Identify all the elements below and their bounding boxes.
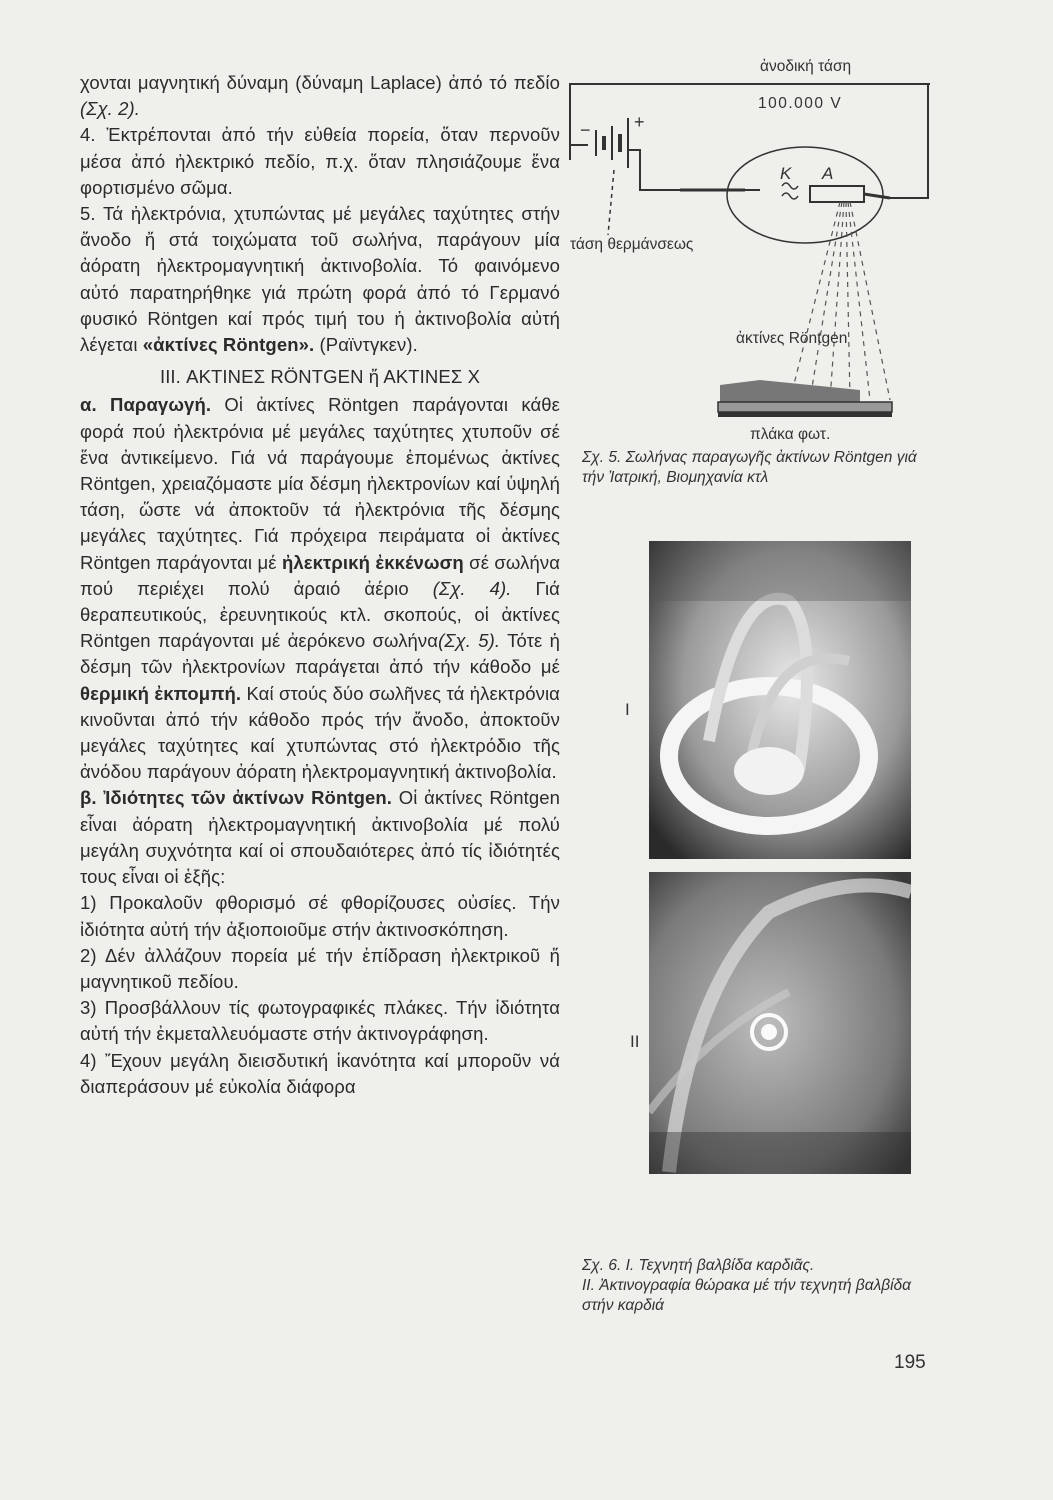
photographic-plate bbox=[718, 402, 892, 412]
paragraph-radiation: 5. Τά ἠλεκτρόνια, χτυπώντας μέ μεγάλες ταχύτητες στήν ἄνοδο ἤ στά τοιχώματα τοῦ σωλήνα, παράγουν μία ἀόρατη ἠλεκτρομαγνητική ἀκτινοβολία. Τό φαινόμενο αὐτό παρατηρήθηκε γιά πρώτη φορά ἀπό τό Γερμανό φυσικό Röntgen καί πρός τιμή του ἡ ἀκτινοβολία αὐτή λέγεται «ἀκτίνες Röntgen». (Ραϊντγκεν). bbox=[80, 203, 560, 356]
paragraph-production: α. Παραγωγή. Οἱ ἀκτίνες Röntgen παράγονται κάθε φορά πού ἠλεκτρόνια μέ μεγάλες ταχύτητες χτυποῦν σέ ἕνα ἀντικείμενο. Γιά νά παράγουμε ἑπομένως ἀκτίνες Röntgen, χρειαζόμαστε μία δέσμη ἠλεκτρονίων καί ὑψηλή τάση, ὥστε νά ἀποκτοῦν τά ἠλεκτρόνια τῆς δέσμης μεγάλες ταχύτητες. Γιά πρόχειρα πειράματα οἱ ἀκτίνες Röntgen παράγονται μέ ἠλεκτρική ἐκκένωση σέ σωλήνα πού περιέχει πολύ ἀραιό ἀέριο (Σχ. 4). Γιά θεραπευτικούς, ἐρευνητικούς κτλ. σκοπούς, οἱ ἀκτίνες Röntgen παράγονται μέ ἀερόκενο σωλήνα(Σχ. 5). Τότε ἡ δέσμη τῶν ἠλεκτρονίων παράγεται ἀπό τήν κάθοδο μέ θερμική ἐκπομπή. Καί στούς δύο σωλῆνες τά ἠλεκτρόνια κινοῦνται ἀπό τήν κάθοδο πρός τήν ἄνοδο, ἀποκτοῦν μεγάλες ταχύτητες καί χτυπώντας στό ἠλεκτρόδιο τῆς ἀνόδου παράγουν ἀόρατη ἠλεκτρομαγνητική ἀκτινοβολία. bbox=[80, 394, 561, 783]
hand-shape bbox=[720, 380, 860, 402]
figure-6-caption: Σχ. 6. Ι. Τεχνητή βαλβίδα καρδιᾶς. ΙΙ. Ἀκτινογραφία θώρακα μέ τήν τεχνητή βαλβίδα στήν καρδιά bbox=[582, 1257, 911, 1314]
figure-label-i: I bbox=[625, 700, 630, 719]
anode-label: A bbox=[822, 164, 834, 183]
plus-sign: + bbox=[634, 112, 645, 132]
paragraph-laplace: χονται μαγνητική δύναμη (δύναμη Laplace) ἀπό τό πεδίο (Σχ. 2). bbox=[80, 72, 560, 120]
circuit-wire bbox=[628, 150, 760, 190]
figure-label-ii: II bbox=[630, 1032, 640, 1051]
chest-xray-photo bbox=[649, 872, 911, 1174]
list-item: 1) Προκαλοῦν φθορισμό σέ φθορίζουσες οὐσίες. Τήν ἰδιότητα αὐτή τήν ἀξιοποιοῦμε στήν ἀκτινοσκόπηση. bbox=[80, 892, 560, 940]
heart-valve-photo bbox=[649, 541, 911, 859]
list-item: 3) Προσβάλλουν τίς φωτογραφικές πλάκες. Τήν ἰδιότητα αὐτή τήν ἐκμεταλλευόμαστε στήν ἀκτινογράφηση. bbox=[80, 997, 560, 1045]
tube-bulb bbox=[727, 147, 883, 243]
anode-block bbox=[810, 186, 864, 202]
section-heading: III. ΑΚΤΙΝΕΣ RÖNTGEN ἤ ΑΚΤΙΝΕΣ Χ bbox=[159, 366, 481, 388]
voltage-value: 100.000 V bbox=[758, 95, 843, 112]
circuit-wire bbox=[570, 84, 930, 160]
list-item: 2) Δέν ἀλλάζουν πορεία μέ τήν ἐπίδραση ἠλεκτρικοῦ ἤ μαγνητικοῦ πεδίου. bbox=[80, 944, 560, 992]
cathode-label: K bbox=[780, 164, 792, 183]
circuit-wire bbox=[890, 84, 928, 198]
heating-voltage-label: τάση θερμάνσεως bbox=[570, 236, 694, 253]
paragraph-deflection: 4. Ἐκτρέπονται ἀπό τήν εὐθεία πορεία, ὅταν περνοῦν μέσα ἀπό ἠλεκτρικό πεδίο, π.χ. ὅταν πλησιάζουμε ἕνα φορτισμένο σῶμα. bbox=[80, 124, 560, 198]
main-text-column bbox=[80, 70, 560, 1100]
figure-5-caption: Σχ. 5. Σωλήνας παραγωγῆς ἀκτίνων Röntgen γιά τήν Ἰατρική, Βιομηχανία κτλ bbox=[582, 449, 917, 486]
minus-sign: − bbox=[580, 120, 591, 140]
rays-label: ἀκτίνες Röntgen bbox=[736, 330, 848, 347]
page-number: 195 bbox=[894, 1352, 926, 1373]
plate-label: πλάκα φωτ. bbox=[750, 426, 831, 443]
subsection-title: α. Παραγωγή. bbox=[80, 394, 212, 416]
subsection-title: β. Ἰδιότητες τῶν ἀκτίνων Röntgen. bbox=[80, 787, 393, 809]
figure-ref: (Σχ. 2). bbox=[80, 98, 141, 120]
anode-voltage-label: ἀνοδική τάση bbox=[760, 58, 852, 75]
paragraph-properties: β. Ἰδιότητες τῶν ἀκτίνων Röntgen. Οἱ ἀκτίνες Röntgen εἶναι ἀόρατη ἠλεκτρομαγνητική ἀκτινοβολία μέ πολύ μεγάλη συχνότητα καί οἱ σπουδαιότερες ἀπό τίς ἰδιότητές τους εἶναι οἱ ἑξῆς: bbox=[80, 787, 560, 888]
list-item: 4) Ἔχουν μεγάλη διεισδυτική ἱκανότητα καί μποροῦν νά διαπεράσουν μέ εὐκολία διάφορα bbox=[80, 1049, 560, 1097]
xray-beam bbox=[790, 202, 890, 400]
xray-tube-diagram bbox=[560, 50, 930, 450]
